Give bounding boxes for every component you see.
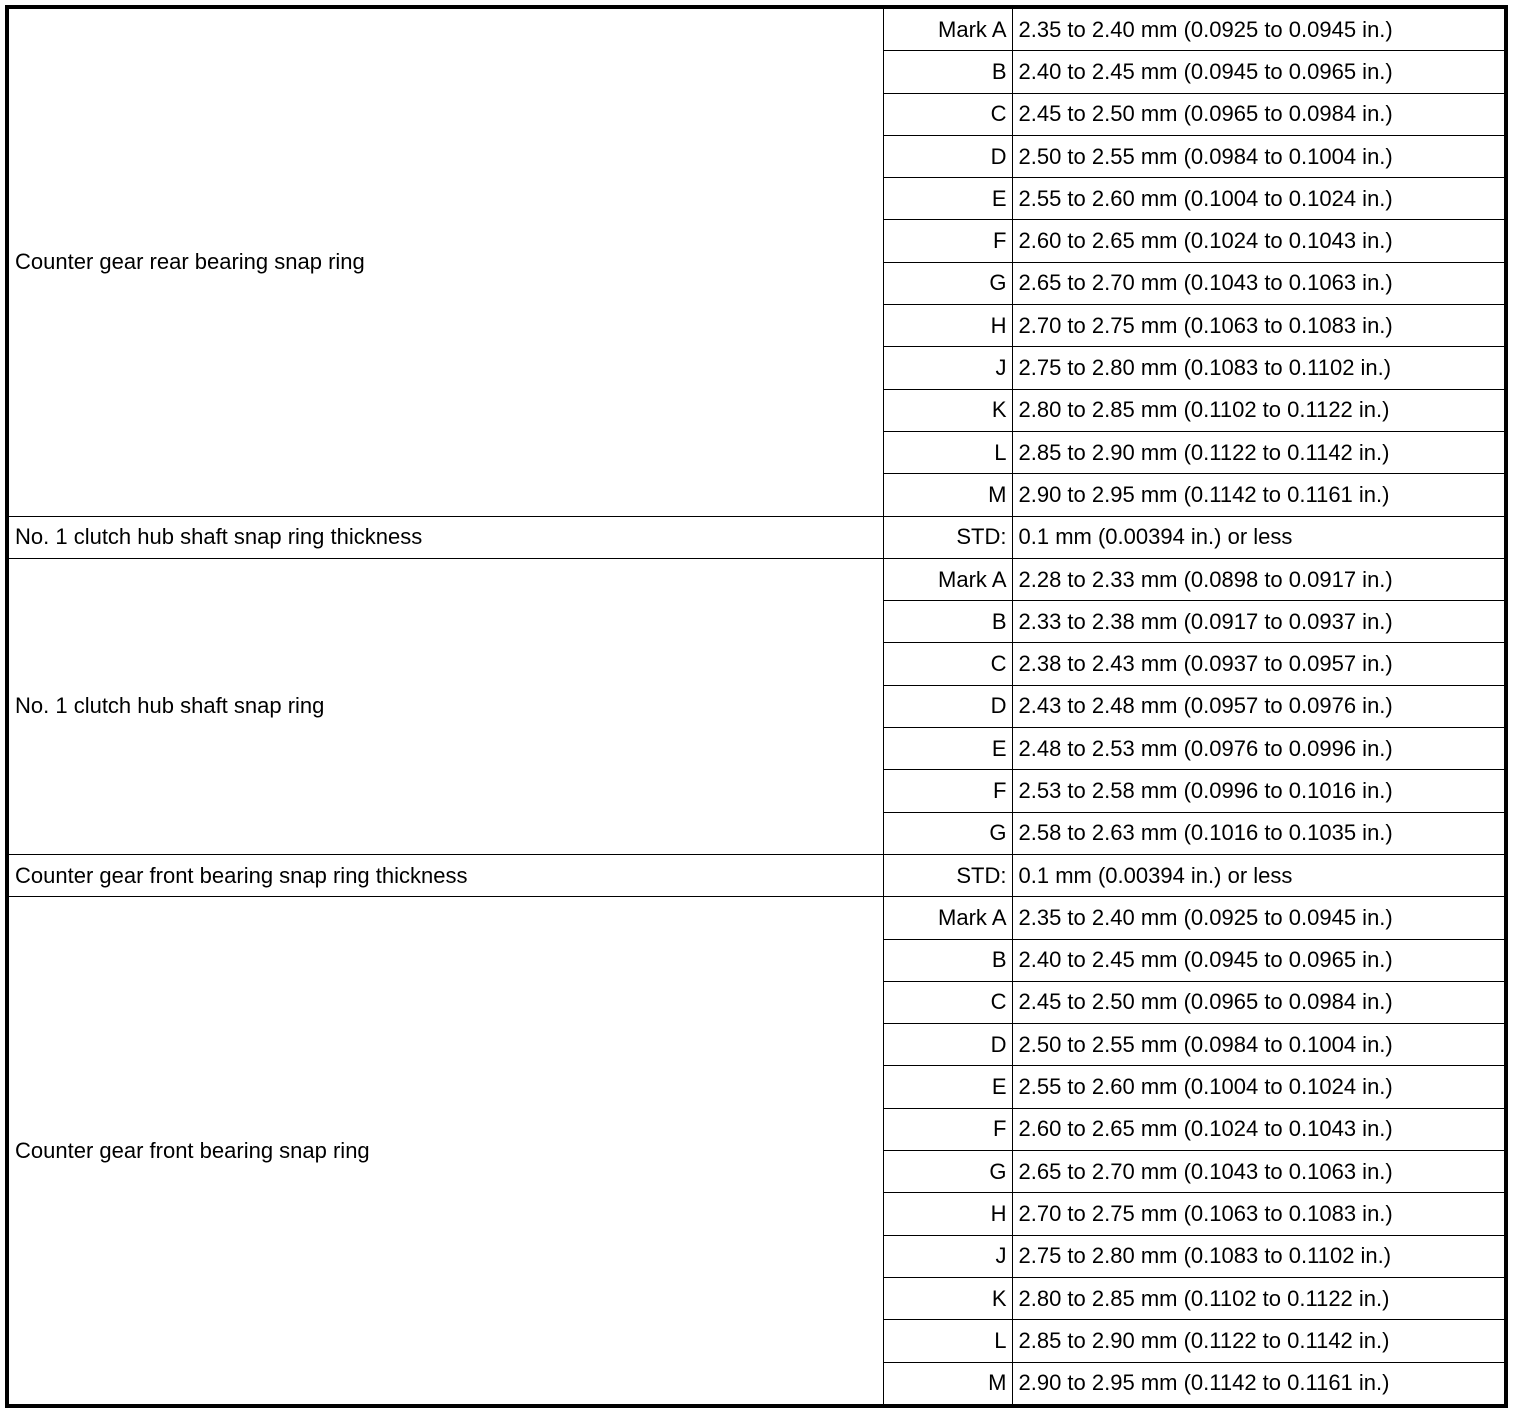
spec-value-cell: 2.40 to 2.45 mm (0.0945 to 0.0965 in.): [1012, 51, 1506, 93]
mark-cell: E: [883, 178, 1012, 220]
spec-table: [5, 5, 1508, 1408]
spec-value-cell: 2.45 to 2.50 mm (0.0965 to 0.0984 in.): [1012, 93, 1506, 135]
mark-cell: Mark A: [883, 558, 1012, 600]
table-row: [7, 558, 1506, 600]
spec-table-body: [7, 7, 1506, 1406]
table-row: [7, 516, 1506, 558]
spec-value-cell: 2.60 to 2.65 mm (0.1024 to 0.1043 in.): [1012, 220, 1506, 262]
table-row: [7, 897, 1506, 939]
table-row: [7, 854, 1506, 896]
spec-value-cell: 2.28 to 2.33 mm (0.0898 to 0.0917 in.): [1012, 558, 1506, 600]
mark-cell: B: [883, 51, 1012, 93]
spec-value-cell: 2.38 to 2.43 mm (0.0937 to 0.0957 in.): [1012, 643, 1506, 685]
spec-value-cell: 2.70 to 2.75 mm (0.1063 to 0.1083 in.): [1012, 305, 1506, 347]
mark-cell: B: [883, 601, 1012, 643]
spec-value-cell: 0.1 mm (0.00394 in.) or less: [1012, 854, 1506, 896]
item-name-cell: No. 1 clutch hub shaft snap ring: [7, 558, 883, 854]
table-row: [7, 7, 1506, 51]
spec-value-cell: 2.80 to 2.85 mm (0.1102 to 0.1122 in.): [1012, 1277, 1506, 1319]
mark-cell: Mark A: [883, 897, 1012, 939]
mark-cell: Mark A: [883, 7, 1012, 51]
mark-cell: M: [883, 1362, 1012, 1406]
spec-value-cell: 0.1 mm (0.00394 in.) or less: [1012, 516, 1506, 558]
spec-value-cell: 2.50 to 2.55 mm (0.0984 to 0.1004 in.): [1012, 1024, 1506, 1066]
mark-cell: F: [883, 770, 1012, 812]
spec-value-cell: 2.70 to 2.75 mm (0.1063 to 0.1083 in.): [1012, 1193, 1506, 1235]
mark-cell: D: [883, 135, 1012, 177]
mark-cell: J: [883, 347, 1012, 389]
spec-value-cell: 2.35 to 2.40 mm (0.0925 to 0.0945 in.): [1012, 897, 1506, 939]
mark-cell: K: [883, 389, 1012, 431]
spec-value-cell: 2.75 to 2.80 mm (0.1083 to 0.1102 in.): [1012, 1235, 1506, 1277]
item-name-cell: Counter gear front bearing snap ring thickness: [7, 854, 883, 896]
spec-value-cell: 2.55 to 2.60 mm (0.1004 to 0.1024 in.): [1012, 178, 1506, 220]
mark-cell: H: [883, 305, 1012, 347]
spec-value-cell: 2.75 to 2.80 mm (0.1083 to 0.1102 in.): [1012, 347, 1506, 389]
spec-value-cell: 2.80 to 2.85 mm (0.1102 to 0.1122 in.): [1012, 389, 1506, 431]
spec-value-cell: 2.40 to 2.45 mm (0.0945 to 0.0965 in.): [1012, 939, 1506, 981]
spec-value-cell: 2.65 to 2.70 mm (0.1043 to 0.1063 in.): [1012, 1151, 1506, 1193]
mark-cell: C: [883, 643, 1012, 685]
mark-cell: C: [883, 93, 1012, 135]
spec-value-cell: 2.85 to 2.90 mm (0.1122 to 0.1142 in.): [1012, 1320, 1506, 1362]
mark-cell: B: [883, 939, 1012, 981]
mark-cell: D: [883, 1024, 1012, 1066]
item-name-cell: Counter gear rear bearing snap ring: [7, 7, 883, 516]
spec-value-cell: 2.45 to 2.50 mm (0.0965 to 0.0984 in.): [1012, 981, 1506, 1023]
spec-value-cell: 2.53 to 2.58 mm (0.0996 to 0.1016 in.): [1012, 770, 1506, 812]
item-name-cell: No. 1 clutch hub shaft snap ring thickness: [7, 516, 883, 558]
mark-cell: F: [883, 1108, 1012, 1150]
spec-value-cell: 2.85 to 2.90 mm (0.1122 to 0.1142 in.): [1012, 431, 1506, 473]
spec-value-cell: 2.58 to 2.63 mm (0.1016 to 0.1035 in.): [1012, 812, 1506, 854]
mark-cell: E: [883, 1066, 1012, 1108]
spec-value-cell: 2.35 to 2.40 mm (0.0925 to 0.0945 in.): [1012, 7, 1506, 51]
spec-value-cell: 2.55 to 2.60 mm (0.1004 to 0.1024 in.): [1012, 1066, 1506, 1108]
spec-value-cell: 2.65 to 2.70 mm (0.1043 to 0.1063 in.): [1012, 262, 1506, 304]
spec-value-cell: 2.43 to 2.48 mm (0.0957 to 0.0976 in.): [1012, 685, 1506, 727]
item-name-cell: Counter gear front bearing snap ring: [7, 897, 883, 1406]
mark-cell: G: [883, 1151, 1012, 1193]
spec-value-cell: 2.33 to 2.38 mm (0.0917 to 0.0937 in.): [1012, 601, 1506, 643]
mark-cell: K: [883, 1277, 1012, 1319]
mark-cell: STD:: [883, 854, 1012, 896]
mark-cell: L: [883, 1320, 1012, 1362]
mark-cell: E: [883, 728, 1012, 770]
mark-cell: C: [883, 981, 1012, 1023]
spec-value-cell: 2.48 to 2.53 mm (0.0976 to 0.0996 in.): [1012, 728, 1506, 770]
mark-cell: G: [883, 812, 1012, 854]
spec-value-cell: 2.90 to 2.95 mm (0.1142 to 0.1161 in.): [1012, 474, 1506, 516]
spec-value-cell: 2.90 to 2.95 mm (0.1142 to 0.1161 in.): [1012, 1362, 1506, 1406]
mark-cell: L: [883, 431, 1012, 473]
mark-cell: H: [883, 1193, 1012, 1235]
mark-cell: STD:: [883, 516, 1012, 558]
spec-value-cell: 2.60 to 2.65 mm (0.1024 to 0.1043 in.): [1012, 1108, 1506, 1150]
mark-cell: G: [883, 262, 1012, 304]
mark-cell: J: [883, 1235, 1012, 1277]
mark-cell: F: [883, 220, 1012, 262]
mark-cell: M: [883, 474, 1012, 516]
mark-cell: D: [883, 685, 1012, 727]
spec-value-cell: 2.50 to 2.55 mm (0.0984 to 0.1004 in.): [1012, 135, 1506, 177]
